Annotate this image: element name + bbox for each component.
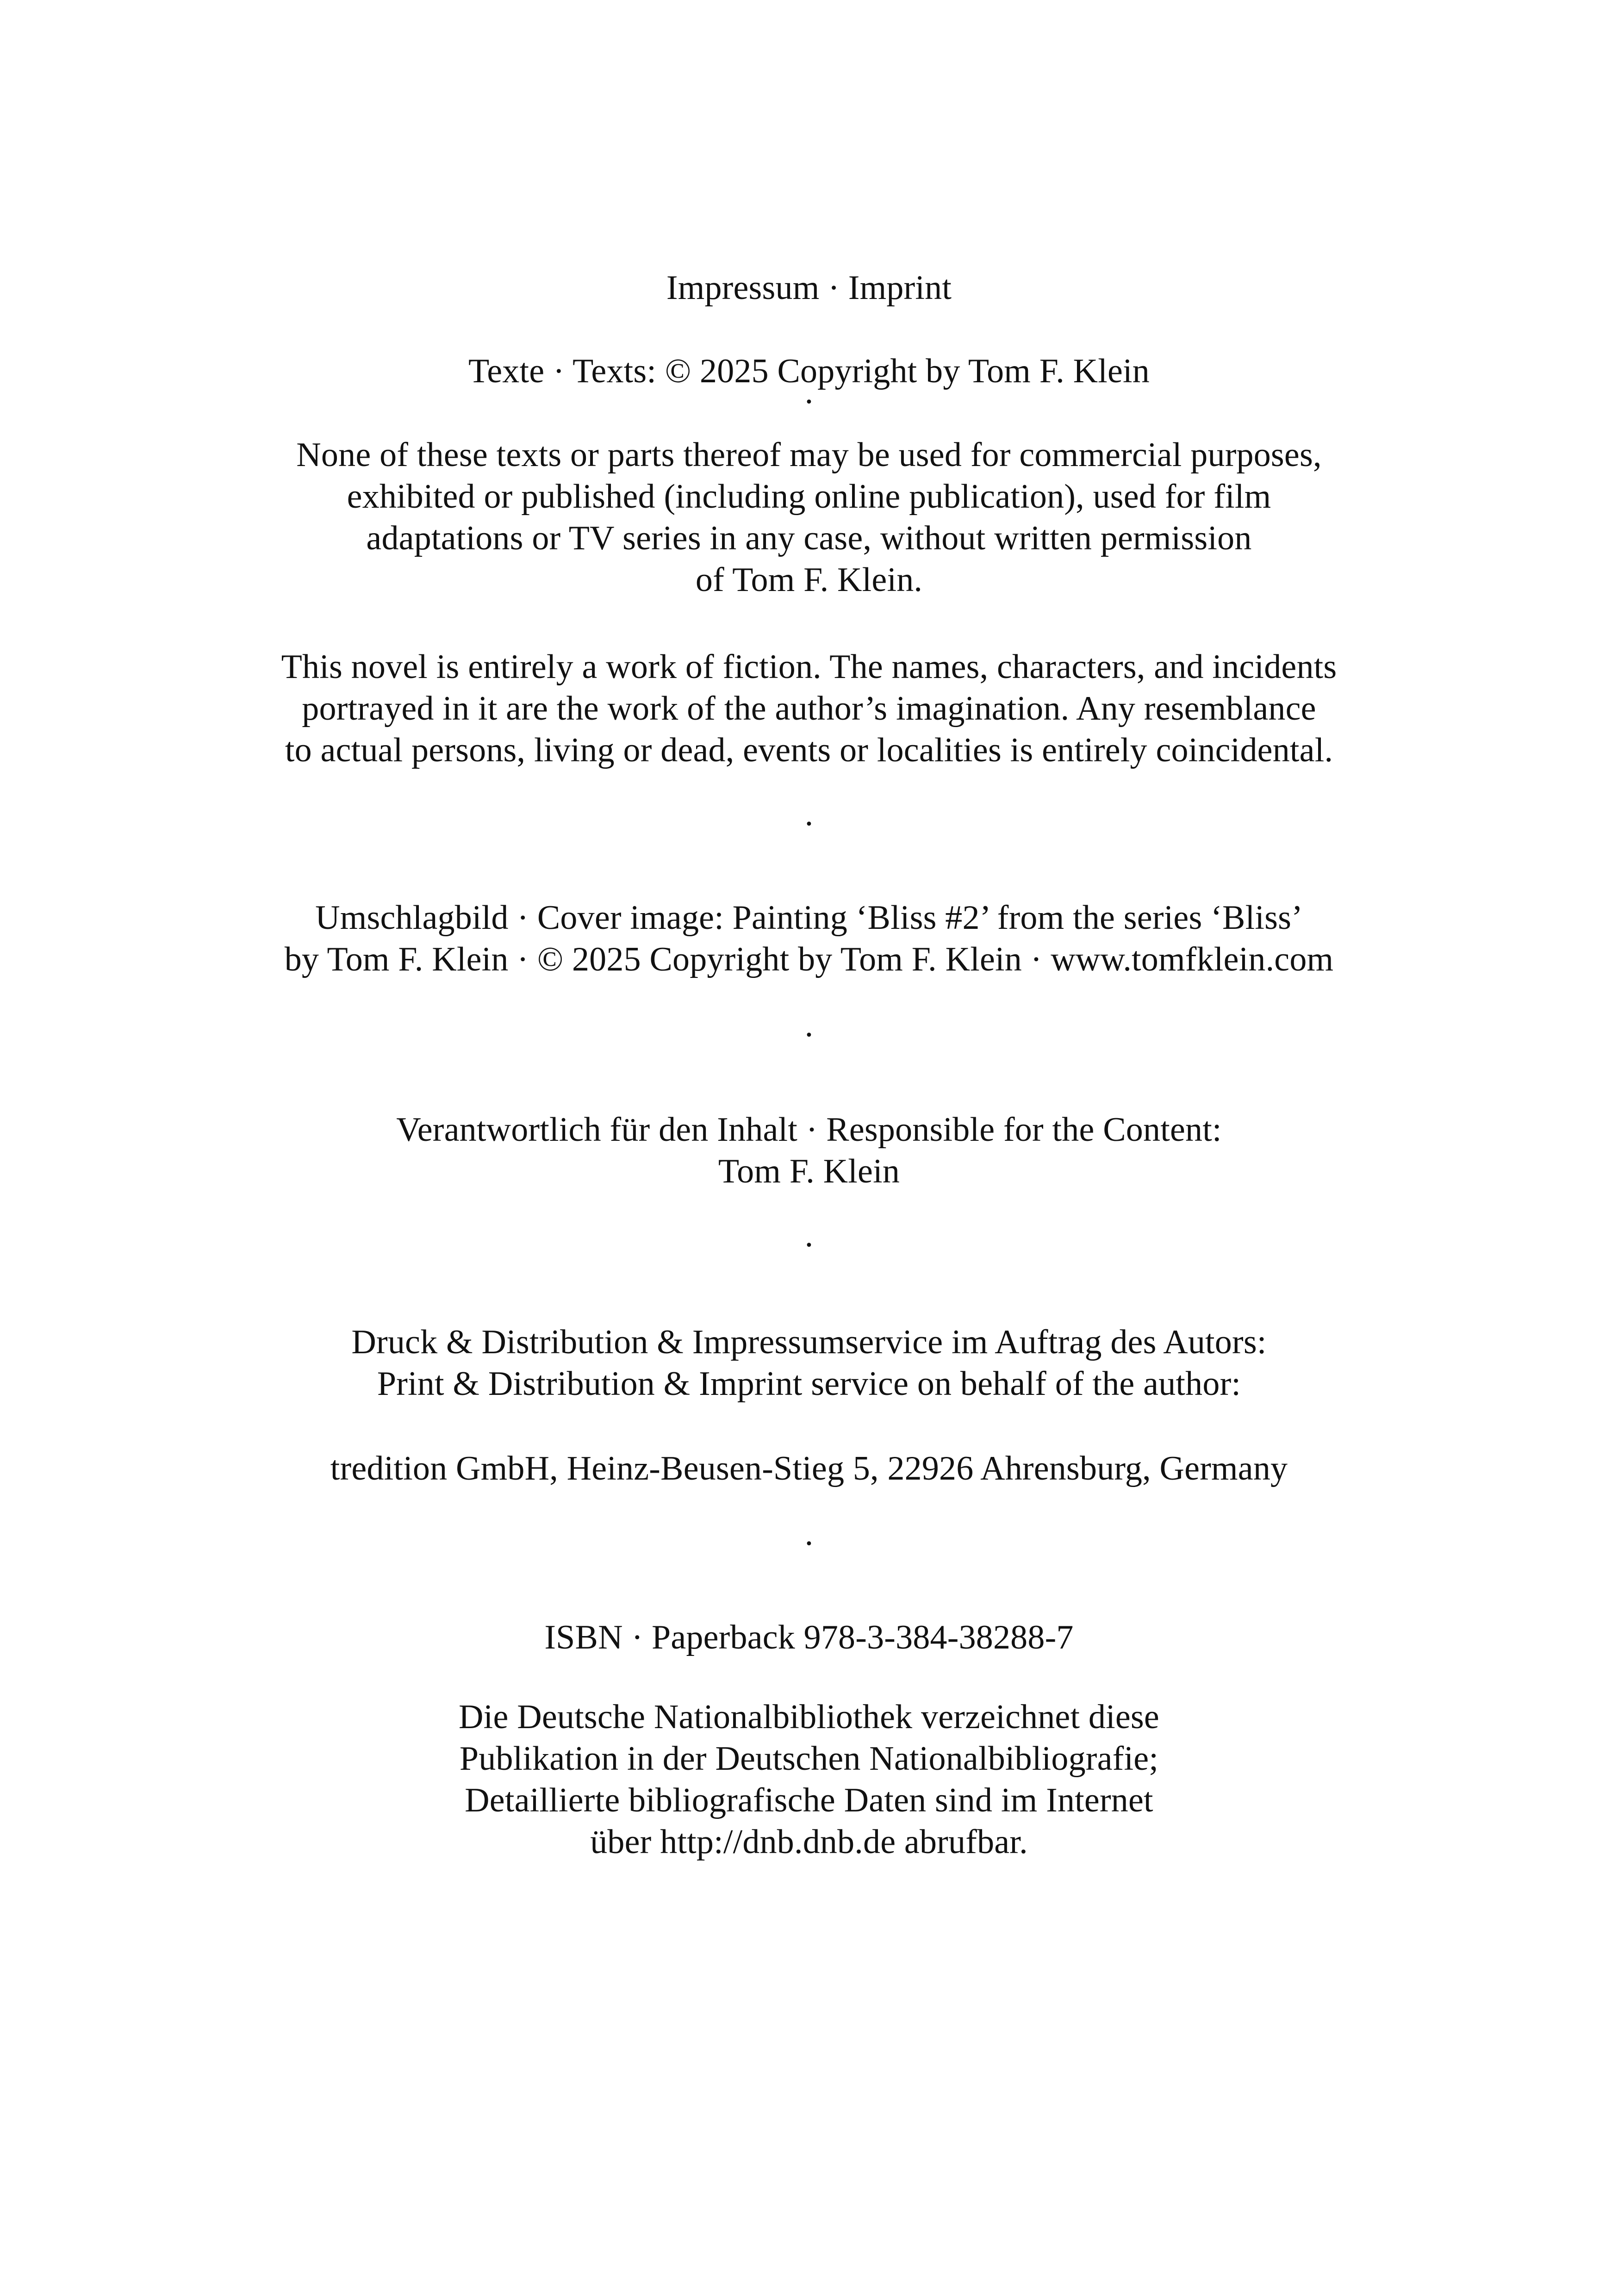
cover-image-credit-line: by Tom F. Klein · © 2025 Copyright by Tom F. Klein · www.tomfklein.com [284, 940, 1334, 978]
print-service-line: Print & Distribution & Imprint service on behalf of the author: [377, 1365, 1241, 1403]
imprint-heading: Impressum · Imprint [666, 269, 952, 307]
rights-line: adaptations or TV series in any case, without written permission [366, 519, 1252, 557]
separator-dot: · [803, 1226, 815, 1264]
dnb-notice-line: Die Deutsche Nationalbibliothek verzeichnet diese [459, 1698, 1159, 1736]
isbn-line: ISBN · Paperback 978-3-384-38288-7 [544, 1618, 1074, 1656]
fiction-disclaimer-line: to actual persons, living or dead, events or localities is entirely coincidental. [285, 731, 1333, 769]
print-service-line: Druck & Distribution & Impressumservice im Auftrag des Autors: [351, 1323, 1267, 1361]
publisher-address: tredition GmbH, Heinz-Beusen-Stieg 5, 22926 Ahrensburg, Germany [330, 1450, 1288, 1487]
cover-image-credit-line: Umschlagbild · Cover image: Painting ‘Bliss #2’ from the series ‘Bliss’ [315, 899, 1303, 937]
texts-copyright-line: Texte · Texts: © 2025 Copyright by Tom F. Klein [468, 352, 1150, 390]
separator-dot: · [803, 383, 815, 421]
separator-dot: · [803, 1016, 815, 1054]
fiction-disclaimer-line: This novel is entirely a work of fiction. The names, characters, and incidents [281, 648, 1337, 686]
responsible-line: Verantwortlich für den Inhalt · Responsible for the Content: [396, 1111, 1222, 1149]
dnb-notice-line: über http://dnb.dnb.de abrufbar. [590, 1823, 1028, 1861]
rights-line: of Tom F. Klein. [695, 561, 923, 599]
responsible-name: Tom F. Klein [718, 1152, 900, 1190]
dnb-notice-line: Detaillierte bibliografische Daten sind im Internet [465, 1781, 1153, 1819]
dnb-notice-line: Publikation in der Deutschen Nationalbibliografie; [459, 1740, 1159, 1778]
rights-line: None of these texts or parts thereof may be used for commercial purposes, [296, 436, 1322, 474]
rights-line: exhibited or published (including online publication), used for film [347, 478, 1271, 516]
separator-dot: · [803, 805, 815, 843]
fiction-disclaimer-line: portrayed in it are the work of the author’s imagination. Any resemblance [302, 690, 1316, 728]
separator-dot: · [803, 1524, 815, 1562]
